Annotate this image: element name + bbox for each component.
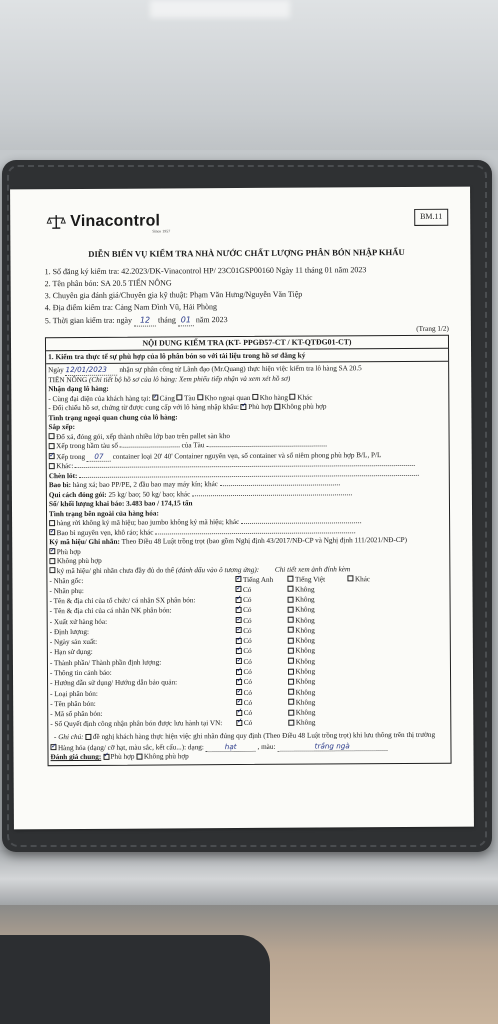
label-check-row: - Tên phân bón: ✓ Có Không — [50, 697, 448, 710]
assign-line: Ngày 12/01/2023 nhận sự phân công từ Lãnh đạo (Mr.Quang) thực hiện việc kiểm tra lô hàng SA 20.5 — [48, 364, 362, 375]
inspection-form — [10, 187, 474, 830]
label-check-item: - Ngày sản xuất: — [49, 638, 98, 647]
label-check-item: - Số Quyết định công nhận phân bón được lưu hành tại VN: — [50, 719, 223, 729]
label-check-row: - Hạn sử dụng: ✓ Có Không — [50, 646, 448, 659]
label-check-row: - Nhãn gốc: ✓ Tiếng Anh Tiếng Việt Khác — [49, 574, 447, 587]
checkbox-outer-1[interactable] — [49, 520, 55, 526]
checkbox-no[interactable] — [288, 627, 294, 633]
checkbox-no[interactable] — [288, 658, 294, 664]
checkbox-yes[interactable] — [236, 669, 242, 675]
label-check-row: - Xuất xứ hàng hóa: ✓ Có Không — [50, 615, 448, 628]
checkbox-compare-unfit[interactable] — [274, 403, 280, 409]
qspec-line: Qui cách đóng gói: 25 kg/ bao; 50 kg/ bao; khác — [49, 488, 447, 500]
checkbox-goods[interactable] — [50, 744, 56, 750]
company-logo — [46, 210, 160, 232]
checkbox-no[interactable] — [288, 596, 294, 602]
outer-line-1: hàng rời không ký mã hiệu; bao jumbo không ký mã hiệu; khác — [49, 517, 447, 529]
checkbox-yes[interactable] — [236, 699, 242, 705]
inspection-content — [45, 335, 452, 766]
label-check-item: - Nhãn gốc: — [49, 576, 84, 585]
container-count: 07 — [87, 451, 111, 462]
mark-fit: ✓Phù hợp — [49, 545, 447, 557]
label-check-row: - Mã số phân bón: ✓ Có Không — [50, 708, 448, 721]
label-check-row: - Thông tin cảnh báo: ✓ Có Không — [50, 666, 448, 679]
checkbox-yes[interactable] — [236, 679, 242, 685]
label-check-row: - Số Quyết định công nhận phân bón được lưu hành tại VN: ✓ Có Không — [50, 718, 448, 731]
checkbox-yes[interactable] — [236, 658, 242, 664]
checkbox-compare-fit[interactable] — [241, 404, 247, 410]
product-name: 2. Tên phân bón: SA 20.5 TIẾN NÔNG — [44, 278, 172, 289]
inspection-time: 5. Thời gian kiểm tra: ngày 12 tháng 01 năm 2023 — [45, 313, 449, 327]
container-line: ✓Xếp trong 07 container loại 20' 40' Container nguyên vẹn, số container và số niêm phong phù hợp B/L, P/L — [49, 449, 447, 462]
checkbox-yes[interactable] — [236, 638, 242, 644]
company-since: Since 1957 — [152, 228, 171, 234]
label-check-item: - Thông tin cảnh báo: — [49, 668, 112, 678]
form-code: BM.11 — [414, 209, 448, 226]
checkbox-bonded[interactable] — [197, 394, 203, 400]
checkbox-language[interactable] — [287, 576, 293, 582]
checkbox-no[interactable] — [288, 709, 294, 715]
sub-title: 1. Kiểm tra thực tế sự phù hợp của lô phân bón so với tài liệu trong hồ sơ đăng ký — [46, 349, 448, 364]
checkbox-eval-unfit[interactable] — [136, 753, 142, 759]
form-info — [45, 265, 449, 327]
checkbox-yes[interactable] — [236, 597, 242, 603]
checkbox-language[interactable] — [235, 576, 241, 582]
time-month: 01 — [178, 315, 194, 327]
checkbox-no[interactable] — [288, 668, 294, 674]
label-check-row: - Tên & địa chỉ của cá nhân NK phân bón: ✓ Có Không — [50, 605, 448, 618]
page-note: (Trang 1/2) — [416, 324, 449, 333]
label-check-item: - Xuất xứ hàng hóa: — [49, 617, 108, 626]
checkbox-mark-unfit[interactable] — [49, 558, 55, 564]
content-body — [46, 362, 450, 765]
checkbox-label-incomplete[interactable] — [49, 567, 55, 573]
mark-unfit: Không phù hợp — [49, 555, 447, 567]
label-check-item: - Tên & địa chỉ của cá nhân NK phân bón: — [49, 606, 172, 616]
checkbox-yes[interactable] — [236, 720, 242, 726]
table-edge — [0, 850, 498, 908]
scale-logo-icon — [46, 214, 66, 230]
receive-title: Nhận dạng lô hàng: — [48, 384, 109, 394]
checkbox-note[interactable] — [85, 734, 91, 740]
label-check-item: - Hướng dẫn sử dụng/ Hướng dẫn bảo quản: — [50, 678, 178, 688]
checkbox-yes[interactable] — [236, 689, 242, 695]
stack-line: Chèn lót: — [49, 469, 447, 481]
rep-line: - Cùng đại diện của khách hàng tại: ✓ Cảng Tàu Kho ngoại quan Kho hàng Khác — [48, 392, 446, 404]
checkbox-no[interactable] — [288, 720, 294, 726]
checkbox-port[interactable] — [152, 395, 158, 401]
checkbox-yes[interactable] — [236, 627, 242, 633]
label-check-item: - Mã số phân bón: — [50, 710, 103, 719]
checkbox-yes[interactable] — [235, 586, 241, 592]
form-title: DIỄN BIẾN VỤ KIỂM TRA NHÀ NƯỚC CHẤT LƯỢNG PHÂN BÓN NHẬP KHẨU — [88, 247, 405, 259]
checkbox-no[interactable] — [288, 689, 294, 695]
condition-title: Tình trạng ngoại quan chung của lô hàng: — [48, 413, 178, 422]
checkbox-no[interactable] — [288, 648, 294, 654]
checkbox-no[interactable] — [288, 637, 294, 643]
label-check-row: - Thành phần/ Thành phần định lượng: ✓ Có Không — [50, 656, 448, 669]
label-check-table — [49, 574, 448, 731]
checkbox-no[interactable] — [288, 679, 294, 685]
arrange-line: Đổ xá, đóng gói, xếp thành nhiều lớp bao trên pallet sàn kho — [49, 430, 447, 442]
ship-line: Xếp trong hầm tàu số của Tàu — [49, 440, 447, 452]
checkbox-arrange[interactable] — [49, 433, 55, 439]
checkbox-eval-fit[interactable] — [103, 754, 109, 760]
checkbox-yes[interactable] — [236, 607, 242, 613]
label-check-item: - Định lượng: — [49, 627, 90, 637]
label-check-item: - Hạn sử dụng: — [49, 648, 93, 657]
experts: 3. Chuyên gia đánh giá/Chuyên gia kỹ thuật: Phạm Văn Hưng/Nguyễn Văn Tiệp — [44, 290, 303, 301]
checkbox-no[interactable] — [288, 699, 294, 705]
arrange-title: Sắp xếp: — [48, 423, 76, 432]
inspection-location: 4. Địa điểm kiểm tra: Cảng Nam Đình Vũ, Hải Phòng — [44, 302, 218, 313]
checkbox-warehouse[interactable] — [252, 394, 258, 400]
other-line: Khác: — [49, 460, 447, 472]
pack-line: Bao bì: hàng xá; bao PP/PE, 2 đầu bao may máy kín; khác — [49, 479, 447, 491]
goods-form: hạt — [206, 742, 256, 753]
note-line: - Ghi chú: đề nghị khách hàng thực hiện việc ghi nhãn đúng quy định (Theo Điều 48 Luật trồng trọt) khi lưu thông trên thị trường — [50, 731, 436, 742]
checkbox-no[interactable] — [288, 607, 294, 613]
label-check-row: - Loại phân bón: ✓ Có Không — [50, 687, 448, 700]
checkbox-other-arrange[interactable] — [49, 463, 55, 469]
outer-title: Tình trạng bên ngoài của hàng hóa: — [49, 509, 159, 518]
compare-line: - Đối chiếu hồ sơ, chứng từ được cung cấp với lô hàng nhập khẩu: ✓ Phù hợp Không phù hợp — [48, 402, 446, 414]
section-title: NỘI DUNG KIỂM TRA (KT- PPGĐ57-CT / KT-QTĐG01-CT) — [46, 336, 448, 352]
label-check-item: - Tên phân bón: — [50, 699, 96, 709]
label-check-item: - Tên & địa chỉ của tổ chức/ cá nhân SX phân bón: — [49, 596, 196, 606]
checkbox-mark-fit[interactable] — [49, 548, 55, 554]
checkbox-yes[interactable] — [236, 710, 242, 716]
checkbox-no[interactable] — [288, 617, 294, 623]
goods-color: trắng ngà — [277, 741, 387, 752]
label-check-row: - Định lượng: ✓ Có Không — [50, 625, 448, 638]
label-check-item: - Loại phân bón: — [50, 689, 98, 698]
label-check-row: - Ngày sản xuất: ✓ Có Không — [50, 636, 448, 649]
eval-line: Đánh giá chung: ✓ Phù hợp Không phù hợp — [50, 751, 448, 763]
checkbox-yes[interactable] — [236, 648, 242, 654]
label-check-item: - Thành phần/ Thành phần định lượng: — [49, 658, 162, 667]
mark-line: Ký mã hiệu/ Ghi nhãn: Theo Điều 48 Luật trồng trọt (bao gồm Nghị định 43/2017/NĐ-CP và Nghị định 111/2021/NĐ-CP) — [49, 536, 408, 547]
declared-quantity: Số/ khối lượng khai báo: 3.483 bao / 174,15 tấn — [48, 499, 193, 509]
company-name: Vinacontrol — [70, 212, 161, 231]
assign-line-2: TIẾN NÔNG (Chi tiết bộ hồ sơ của lô hàng: Xem phiếu tiếp nhận và xem xét hồ sơ) — [48, 374, 291, 384]
checkbox-language[interactable] — [347, 575, 353, 581]
outer-line-2: ✓Bao bì nguyên vẹn, khô ráo; khác — [49, 526, 447, 538]
reg-no: 1. Số đăng ký kiểm tra: 42.2023/DK-Vinacontrol HP/ 23C01GSP00160 Ngày 11 tháng 01 năm 2023 — [44, 265, 367, 277]
checkbox-other[interactable] — [290, 394, 296, 400]
checkbox-yes[interactable] — [236, 617, 242, 623]
assign-date: 12/01/2023 — [65, 365, 117, 376]
header — [44, 205, 448, 235]
label-check-row: - Tên & địa chỉ của tổ chức/ cá nhân SX phân bón: ✓ Có Không — [50, 594, 448, 607]
label-line: ký mã hiệu/ ghi nhãn chưa đầy đủ do thể (đánh dấu vào ô tương ứng): Chi tiết xem ảnh đính kèm — [49, 564, 447, 576]
checkbox-ship-hold[interactable] — [49, 443, 55, 449]
time-day: 12 — [134, 315, 156, 327]
checkbox-ship[interactable] — [177, 394, 183, 400]
goods-line: ✓Hàng hóa (dạng/ cỡ hạt, màu sắc, kết cấu...): dạng: hạt , màu: trắng ngà — [50, 741, 448, 754]
checkbox-container[interactable] — [49, 453, 55, 459]
dark-object — [0, 935, 270, 1024]
label-check-row: - Nhãn phụ: ✓ Có Không — [49, 584, 447, 597]
checkbox-outer-2[interactable] — [49, 529, 55, 535]
label-check-row: - Hướng dẫn sử dụng/ Hướng dẫn bảo quản: ✓ Có Không — [50, 677, 448, 690]
checkbox-no[interactable] — [287, 586, 293, 592]
label-check-item: - Nhãn phụ: — [49, 586, 84, 595]
